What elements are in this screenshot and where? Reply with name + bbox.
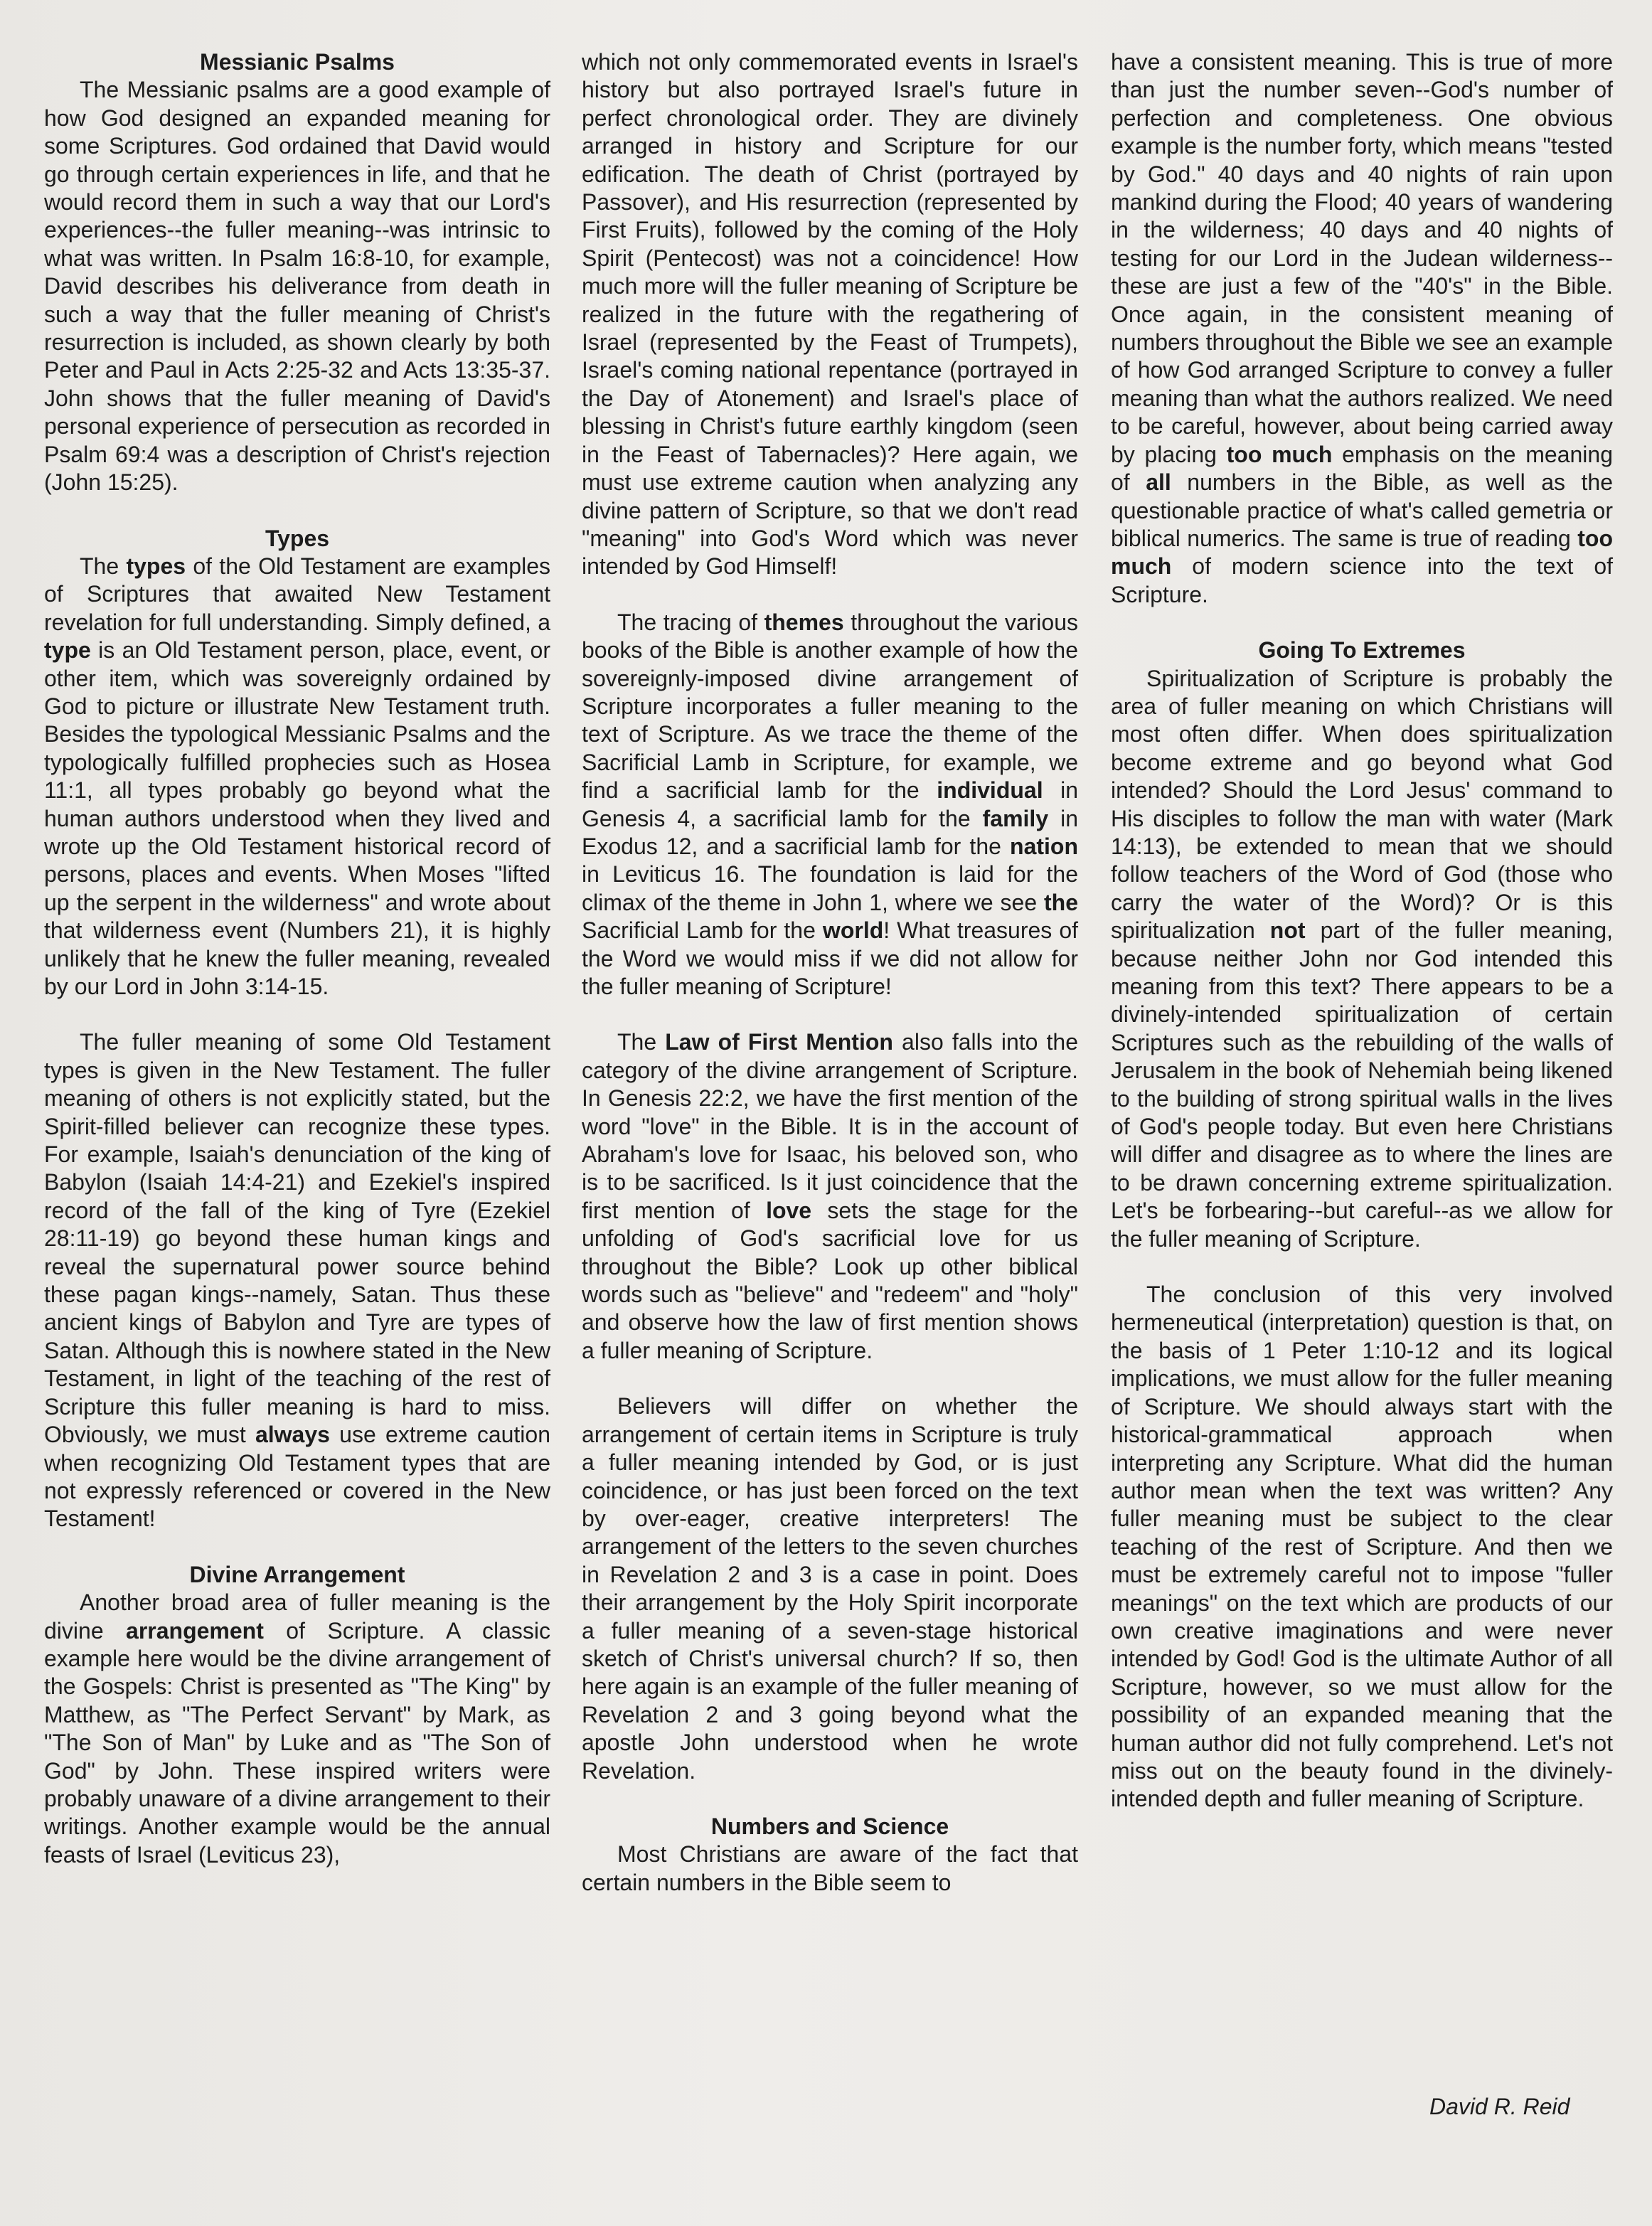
heading-divine-arrangement: Divine Arrangement (189, 1561, 405, 1587)
column-2 (582, 48, 1078, 1897)
paragraph-divine-arrangement: Another broad area of fuller meaning is the divine arrangement of Scripture. A classic example here would be the divine arrangement of the Gospels: Christ is presented as "The King" by Matthew, as "The Perfect Servant" by Mark, as "The Son of Man" by Luke and as "The Son of God" by John. These inspired writers were probably unaware of a divine arrangement to their writings. Another example would be the annual feasts of Israel (Leviticus 23), (44, 1589, 551, 1868)
paragraph-numbers-continued: have a consistent meaning. This is true of more than just the number seven--God's number of perfection and completeness. One obvious example is the number forty, which means "tested by God." 40 days and 40 nights of rain upon mankind during the Flood; 40 years of wandering in the wilderness; 40 days and 40 nights of testing for our Lord in the Judean wilderness--these are just a few of the "40's" in the Bible. Once again, in the consistent meaning of numbers throughout the Bible we see an example of how God arranged Scripture to convey a fuller meaning than what the authors realized. We need to be careful, however, about being carried away by placing too much emphasis on the meaning of all numbers in the Bible, as well as the questionable practice of what's called gemetria or biblical numerics. The same is true of reading too much of modern science into the text of Scripture. (1111, 49, 1614, 607)
paragraph-fuller-meaning-types: The fuller meaning of some Old Testament types is given in the New Testament. The fuller meaning of others is not explicitly stated, but the Spirit-filled believer can recognize these types. For example, Isaiah's denunciation of the king of Babylon (Isaiah 14:4-21) and Ezekiel's inspired record of the fall of the king of Tyre (Ezekiel 28:11-19) go beyond these human kings and reveal the supernatural power source behind these pagan kings--namely, Satan. Thus these ancient kings of Babylon and Tyre are types of Satan. Although this is nowhere stated in the New Testament, in light of the teaching of the rest of Scripture this fuller meaning is hard to miss. Obviously, we must always use extreme caution when recognizing Old Testament types that are not expressly referenced or covered in the New Testament! (44, 1029, 551, 1532)
heading-messianic-psalms: Messianic Psalms (200, 49, 395, 75)
heading-going-to-extremes: Going To Extremes (1258, 637, 1466, 664)
paragraph-law-of-first-mention: The Law of First Mention also falls into the category of the divine arrangement of Scripture. In Genesis 22:2, we have the first mention of the word "love" in the Bible. It is in the account of Abraham's love for Isaac, his beloved son, who is to be sacrificed. Is it just coincidence that the first mention of love sets the stage for the unfolding of God's sacrificial love for us throughout the Bible? Look up other biblical words such as "believe" and "redeem" and "holy" and observe how the law of first mention shows a fuller meaning of Scripture. (582, 1029, 1079, 1363)
column-3 (1111, 48, 1613, 1814)
author-signature: David R. Reid (1429, 2094, 1570, 2119)
paragraph-spiritualization: Spiritualization of Scripture is probably the area of fuller meaning on which Christians will most often differ. When does spiritualization become extreme and go beyond what God intended? Should the Lord Jesus' command to His disciples to follow the man with water (Mark 14:13), be extended to mean that we should follow teachers of the Word of God (those who carry the water of the Word)? Or is this spiritualization not part of the fuller meaning, because neither John nor God intended this meaning from this text? There appears to be a divinely-intended spiritualization of certain Scriptures such as the rebuilding of the walls of Jerusalem in the book of Nehemiah being likened to the building of strong spiritual walls in the lives of God's people today. But even here Christians will differ and disagree as to where the lines are to be drawn concerning extreme spiritualization. Let's be forbearing--but careful--as we allow for the fuller meaning of Scripture. (1111, 665, 1614, 1252)
paragraph-believers-differ: Believers will differ on whether the arrangement of certain items in Scripture is truly a fuller meaning intended by God, or is just coincidence, or has just been forced on the text by over-eager, creative interpreters! The arrangement of the letters to the seven churches in Revelation 2 and 3 is a case in point. Does their arrangement by the Holy Spirit incorporate a fuller meaning of a seven-stage historical sketch of Christ's universal church? If so, then here again is an example of the fuller meaning of Revelation 2 and 3 going beyond what the apostle John understood when he wrote Revelation. (582, 1393, 1078, 1784)
paragraph-themes: The tracing of themes throughout the various books of the Bible is another example of how the sovereignly-imposed divine arrangement of Scripture incorporates a fuller meaning to the text of Scripture. As we trace the theme of the Sacrificial Lamb in Scripture, for example, we find a sacrificial lamb for the individual in Genesis 4, a sacrificial lamb for the family in Exodus 12, and a sacrificial lamb for the nation in Leviticus 16. The foundation is laid for the climax of the theme in John 1, where we see the Sacrificial Lamb for the world! What treasures of the Word we would miss if we did not allow for the fuller meaning of Scripture! (582, 609, 1079, 999)
paragraph-messianic-psalms: The Messianic psalms are a good example of how God designed an expanded meaning for some Scriptures. God ordained that David would go through certain experiences in life, and that he would record them in such a way that our Lord's experiences--the fuller meaning--was intrinsic to what was written. In Psalm 16:8-10, for example, David describes his deliverance from death in such a way that the fuller meaning of Christ's resurrection is included, as shown clearly by both Peter and Paul in Acts 2:25-32 and Acts 13:35-37. John shows that the fuller meaning of David's personal experience of persecution as recorded in Psalm 69:4 was a description of Christ's rejection (John 15:25). (44, 77, 550, 496)
paragraph-conclusion: The conclusion of this very involved hermeneutical (interpretation) question is that, on the basis of 1 Peter 1:10-12 and its logical implications, we must allow for the fuller meaning of Scripture. We should always start with the historical-grammatical approach when interpreting any Scripture. What did the human author mean when the text was written? Any fuller meaning must be subject to the clear teaching of the rest of Scripture. And then we must be extremely careful not to impose "fuller meanings" on the text which are products of our own creative imaginations and were never intended by God! God is the ultimate Author of all Scripture, however, so we must allow for the possibility of an expanded meaning that the human author did not fully comprehend. Let's not miss out on the beauty found in the divinely-intended depth and fuller meaning of Scripture. (1111, 1282, 1613, 1812)
column-1 (44, 48, 550, 1869)
paragraph-numbers: Most Christians are aware of the fact that certain numbers in the Bible seem to (582, 1841, 1078, 1895)
paragraph-feasts-continued: which not only commemorated events in Israel's history but also portrayed Israel's future in perfect chronological order. They are divinely arranged in history and Scripture for our edification. The death of Christ (portrayed by Passover), and His resurrection (represented by First Fruits), followed by the coming of the Holy Spirit (Pentecost) was not a coincidence! How much more will the fuller meaning of Scripture be realized in the future with the regathering of Israel (represented by the Feast of Trumpets), Israel's coming national repentance (portrayed in the Day of Atonement) and Israel's place of blessing in Christ's future earthly kingdom (seen in the Feast of Tabernacles)? Here again, we must use extreme caution when analyzing any divine pattern of Scripture, so that we don't read "meaning" into God's Word which was never intended by God Himself! (582, 49, 1078, 580)
heading-types: Types (265, 525, 330, 551)
paragraph-types: The types of the Old Testament are examples of Scriptures that awaited New Testament revelation for full understanding. Simply defined, a type is an Old Testament person, place, event, or other item, which was sovereignly ordained by God to picture or illustrate New Testament truth. Besides the typological Messianic Psalms and the typologically fulfilled prophecies such as Hosea 11:1, all types probably go beyond what the human authors understood when they lived and wrote up the Old Testament historical record of persons, places and events. When Moses "lifted up the serpent in the wilderness" and wrote about that wilderness event (Numbers 21), it is highly unlikely that he knew the fuller meaning, revealed by our Lord in John 3:14-15. (44, 553, 551, 999)
heading-numbers-and-science: Numbers and Science (710, 1813, 949, 1839)
